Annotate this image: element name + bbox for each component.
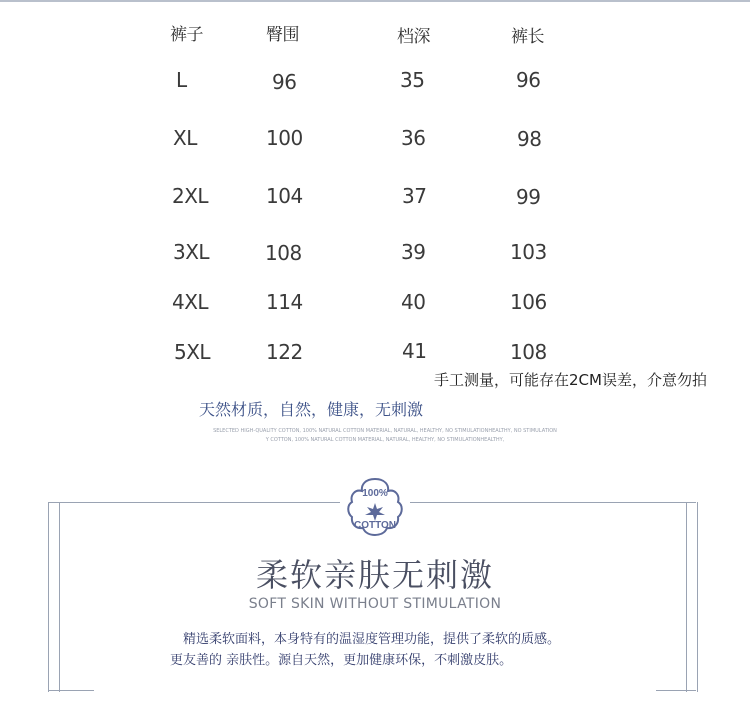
badge-percent: 100% <box>362 488 388 499</box>
cell-size: 5XL <box>174 340 211 364</box>
measurement-note: 手工测量，可能存在2CM误差，介意勿拍 <box>434 371 707 389</box>
feature-desc-line: 精选柔软面料，本身特有的温湿度管理功能，提供了柔软的质感。 <box>183 632 561 647</box>
cell-rise: 35 <box>400 68 425 92</box>
cell-size: 4XL <box>172 290 209 314</box>
cell-hip: 96 <box>272 70 297 94</box>
badge-label: COTTON <box>353 520 397 531</box>
feature-title-cn: 柔软亲肤无刺激 <box>255 556 494 594</box>
fine-print-line: Y COTTON, 100% NATURAL COTTON MATERIAL, NATURAL, HEALTHY, NO STIMULATIONHEALTHY, <box>265 437 505 443</box>
header-length: 裤长 <box>511 27 544 47</box>
cell-rise: 41 <box>402 339 427 363</box>
cell-hip: 114 <box>266 290 303 314</box>
frame-bottom-left-line <box>48 690 94 691</box>
tagline-text: 天然材质，自然，健康，无刺激 <box>198 400 423 419</box>
fine-print-line: SELECTED HIGH-QUALITY COTTON, 100% NATURAL COTTON MATERIAL, NATURAL, HEALTHY, NO STIMULATIONHEALTHY, NO STIMULATION <box>213 428 557 434</box>
cell-hip: 122 <box>266 340 303 364</box>
cell-length: 108 <box>510 340 547 364</box>
cell-length: 98 <box>517 127 542 151</box>
cell-size: L <box>176 68 187 92</box>
cotton-badge <box>343 475 407 539</box>
cell-hip: 100 <box>266 126 303 150</box>
header-rise: 档深 <box>397 27 430 47</box>
cell-length: 96 <box>516 68 541 92</box>
cell-length: 99 <box>516 185 541 209</box>
header-hip: 臀围 <box>266 25 299 45</box>
cell-rise: 39 <box>401 240 426 264</box>
frame-top-left-line <box>48 502 340 503</box>
cell-hip: 104 <box>266 184 303 208</box>
cell-size: XL <box>173 126 197 150</box>
cell-length: 106 <box>510 290 547 314</box>
frame-bottom-right-line <box>656 690 696 691</box>
cell-rise: 36 <box>401 126 426 150</box>
tagline <box>0 397 750 420</box>
header-size: 裤子 <box>170 25 203 45</box>
frame-top-right-line <box>410 502 696 503</box>
cell-length: 103 <box>510 240 547 264</box>
cell-size: 2XL <box>172 184 209 208</box>
feature-desc-line: 更友善的 亲肤性。源自天然，更加健康环保，不刺激皮肤。 <box>170 653 513 668</box>
cell-hip: 108 <box>265 241 302 265</box>
cotton-flower-icon <box>343 475 407 539</box>
cell-size: 3XL <box>173 240 210 264</box>
cell-rise: 37 <box>402 184 427 208</box>
cell-rise: 40 <box>401 290 426 314</box>
feature-title-en: SOFT SKIN WITHOUT STIMULATION <box>248 596 502 612</box>
